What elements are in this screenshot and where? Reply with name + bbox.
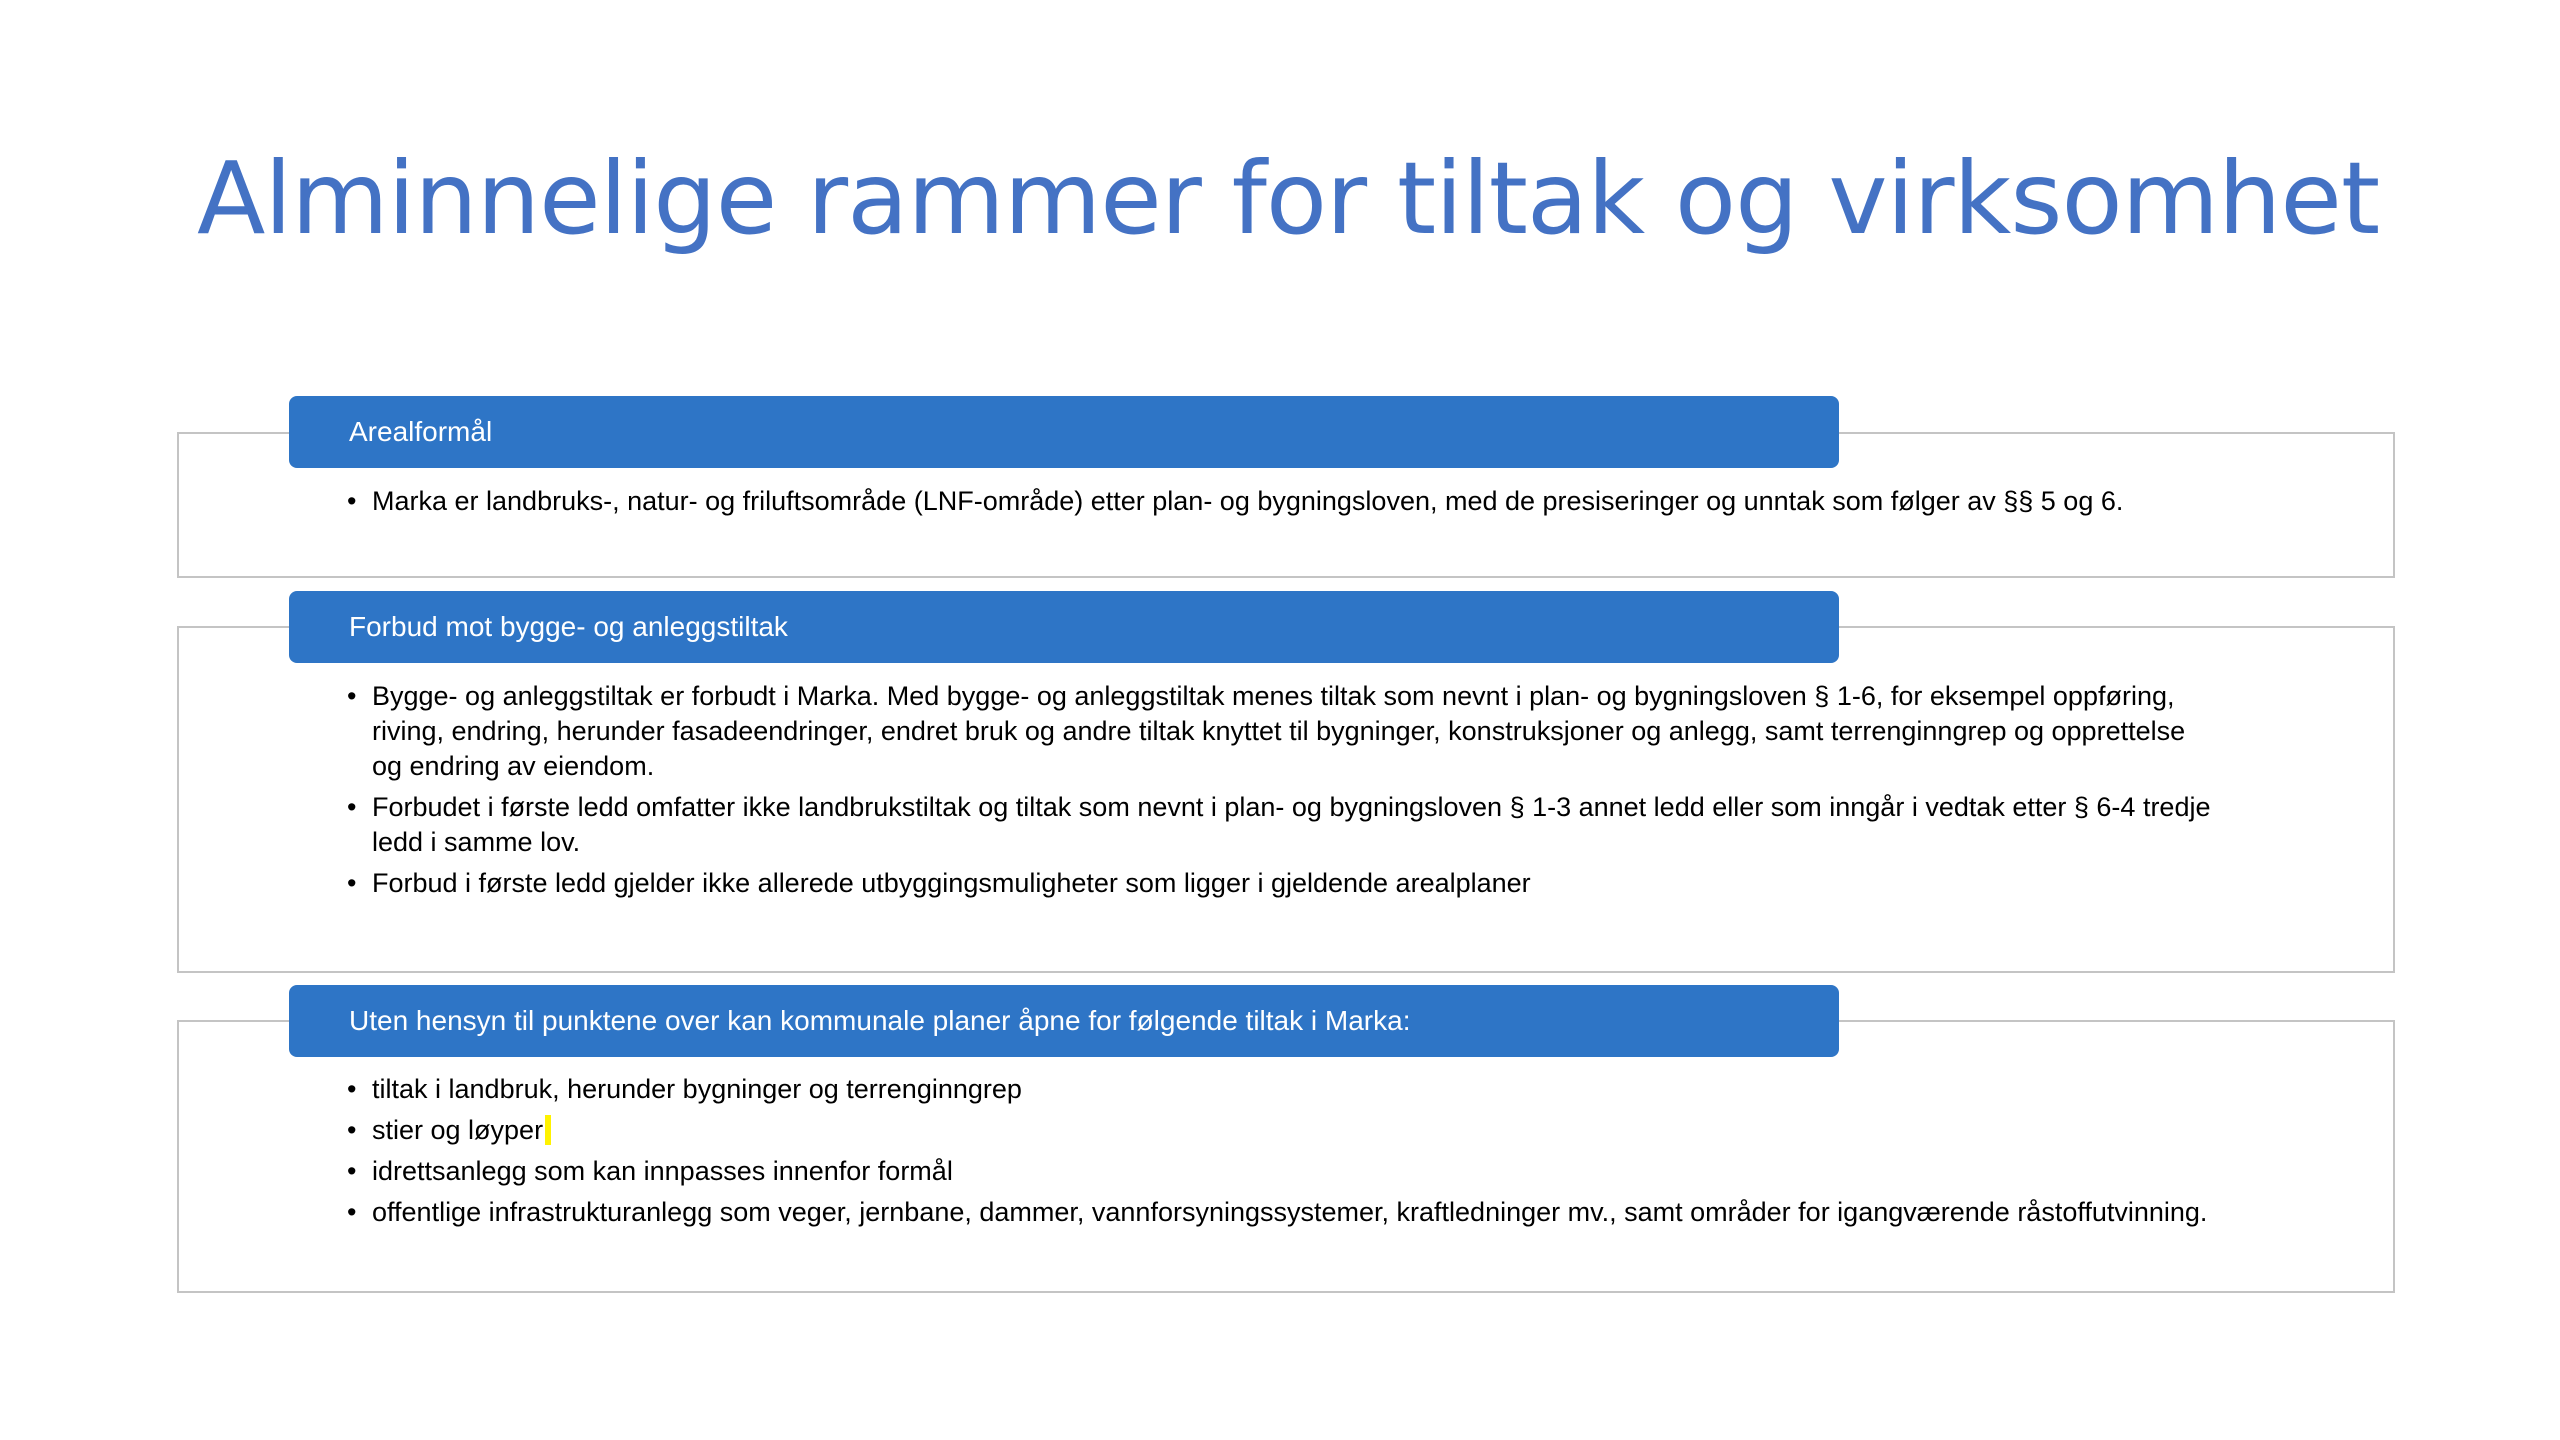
bullet-item-text: stier og løyper xyxy=(372,1115,544,1145)
section-header-tiltak-i-marka xyxy=(289,985,1839,1057)
bullet-item: • Marka er landbruks-, natur- og friluftsområde (LNF-område) etter plan- og bygningsloven, med de presiseringer og unntak som følger av §§ 5 og 6. xyxy=(347,484,2217,519)
section-bullets-tiltak-i-marka xyxy=(347,1072,2217,1236)
text-cursor-highlight xyxy=(545,1115,551,1145)
bullet-item: • tiltak i landbruk, herunder bygninger og terrenginngrep xyxy=(347,1072,2217,1107)
section-bullets-arealformal xyxy=(347,484,2217,525)
section-bullets-forbud xyxy=(347,679,2217,907)
bullet-item: • Forbudet i første ledd omfatter ikke landbrukstiltak og tiltak som nevnt i plan- og bygningsloven § 1-3 annet ledd eller som inngår i vedtak etter § 6-4 tredje ledd i samme lov. xyxy=(347,790,2217,860)
bullet-item: • Forbud i første ledd gjelder ikke allerede utbyggingsmuligheter som ligger i gjeldende arealplaner xyxy=(347,866,2217,901)
bullet-item: • idrettsanlegg som kan innpasses innenfor formål xyxy=(347,1154,2217,1189)
section-header-label: Forbud mot bygge- og anleggstiltak xyxy=(349,611,788,642)
section-header-arealformal xyxy=(289,396,1839,468)
section-header-label: Arealformål xyxy=(349,416,493,447)
bullet-item: • Bygge- og anleggstiltak er forbudt i Marka. Med bygge- og anleggstiltak menes tiltak som nevnt i plan- og bygningsloven § 1-6, for eksempel oppføring, riving, endring, herunder fasadeendringer, endret bruk og andre tiltak knyttet til bygninger, konstruksjoner og anlegg, samt terrenginngrep og opprettelse og endring av eiendom. xyxy=(347,679,2217,784)
section-header-forbud xyxy=(289,591,1839,663)
bullet-item: • offentlige infrastrukturanlegg som veger, jernbane, dammer, vannforsyningssystemer, kraftledninger mv., samt områder for igangværende råstoffutvinning. xyxy=(347,1195,2217,1230)
slide-title: Alminnelige rammer for tiltak og virksomhet xyxy=(197,140,2380,257)
bullet-item xyxy=(347,1113,2217,1148)
section-header-label: Uten hensyn til punktene over kan kommunale planer åpne for følgende tiltak i Marka: xyxy=(349,1005,1411,1036)
